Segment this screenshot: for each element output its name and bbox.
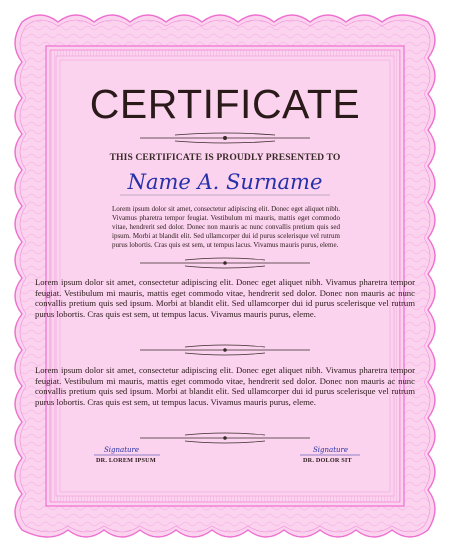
body-paragraph-2: Lorem ipsum dolor sit amet, consectetur adipiscing elit. Donec eget aliquet nibh. Vivamus pharetra tempor feugiat. Vestibulum mi mauris, mattis eget commodo vitae, hendrerit sed dolor. Donec non mauris ac nunc convallis pretium quis sed ipsum. Morbi at blandit elit. Sed ullamcorper dui id purus scelerisque vel rutrum purus lobortis. Cras quis est sem, ut tempus lacus. Vivamus mauris purus, eleme. <box>35 277 415 319</box>
signatory-name-right: DR. DOLOR SIT <box>303 457 352 464</box>
body-paragraph-3: Lorem ipsum dolor sit amet, consectetur adipiscing elit. Donec eget aliquet nibh. Vivamus pharetra tempor feugiat. Vestibulum mi mauris, mattis eget commodo vitae, hendrerit sed dolor. Donec non mauris ac nunc convallis pretium quis sed ipsum. Morbi at blandit elit. Sed ullamcorper dui id purus scelerisque vel rutrum purus lobortis. Cras quis est sem, ut tempus lacus. Vivamus mauris purus, eleme. <box>35 365 415 407</box>
signature-script-left: Signature <box>104 446 140 454</box>
signature-script-right: Signature <box>313 446 349 454</box>
certificate-title: CERTIFICATE <box>89 81 361 127</box>
certificate-subtitle: THIS CERTIFICATE IS PROUDLY PRESENTED TO <box>109 152 341 163</box>
certificate-content <box>35 0 415 552</box>
signatory-name-left: DR. LOREM IPSUM <box>96 457 156 464</box>
body-paragraph-1: Lorem ipsum dolor sit amet, consectetur adipiscing elit. Donec eget aliquet nibh. Vivamus pharetra tempor feugiat. Vestibulum mi mauris, mattis eget commodo vitae, hendrerit sed dolor. Donec non mauris ac nunc convallis pretium quis sed ipsum. Morbi at blandit elit. Sed ullamcorper dui id purus scelerisque vel rutrum purus lobortis. Cras quis est sem, ut tempus lacus. Vivamus mauris purus, eleme. <box>112 205 340 250</box>
recipient-name: Name A. Surname <box>127 170 323 194</box>
